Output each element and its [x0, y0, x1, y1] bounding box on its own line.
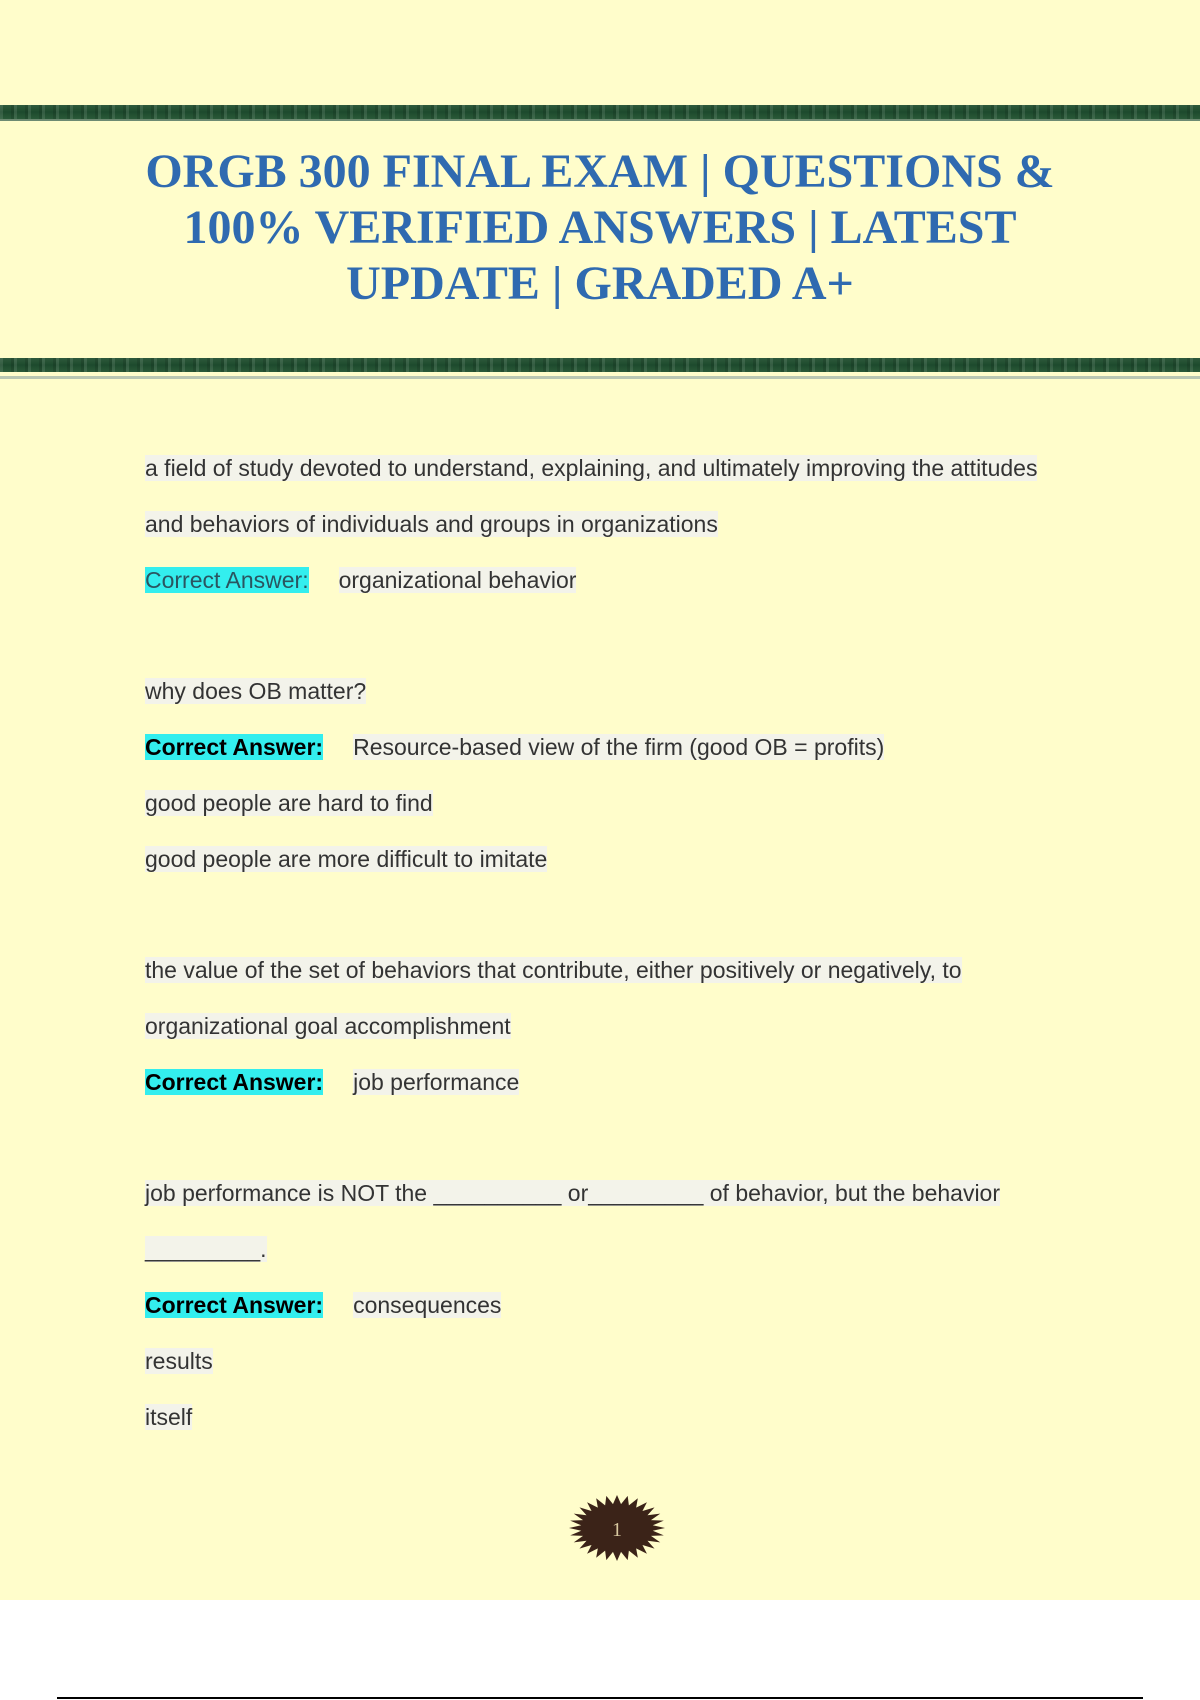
- answer-extra-line: results: [145, 1348, 213, 1374]
- answer-line: [145, 552, 1105, 608]
- question-line: and behaviors of individuals and groups in organizations: [145, 511, 718, 537]
- answer-text: job performance: [353, 1069, 520, 1095]
- header-top-band: [0, 105, 1200, 119]
- page-number-badge: [567, 1493, 667, 1563]
- footer-rule: [57, 1697, 1143, 1699]
- document-title: ORGB 300 FINAL EXAM | QUESTIONS & 100% VERIFIED ANSWERS | LATEST UPDATE | GRADED A+: [145, 145, 1055, 310]
- header-top-rule: [0, 119, 1200, 121]
- page-number: 1: [612, 1519, 622, 1541]
- qa-item: [145, 663, 1105, 887]
- answer-text: organizational behavior: [338, 567, 577, 593]
- answer-extra-line: itself: [145, 1404, 193, 1430]
- answer-line: [145, 719, 1105, 775]
- spacer: [145, 1110, 1105, 1165]
- question-line: a field of study devoted to understand, explaining, and ultimately improving the attitudes: [145, 455, 1038, 481]
- question-line: organizational goal accomplishment: [145, 1013, 511, 1039]
- answer-text: Resource-based view of the firm (good OB = profits): [353, 734, 885, 760]
- qa-item: [145, 942, 1105, 1110]
- correct-answer-label: Correct Answer:: [145, 1292, 324, 1318]
- qa-item: [145, 1165, 1105, 1445]
- correct-answer-label: Correct Answer:: [145, 734, 324, 760]
- spacer: [145, 608, 1105, 663]
- answer-extra-line: good people are more difficult to imitate: [145, 846, 548, 872]
- spacer: [145, 887, 1105, 942]
- correct-answer-label: Correct Answer:: [145, 1069, 324, 1095]
- qa-content: [145, 440, 1105, 1445]
- question-line: the value of the set of behaviors that contribute, either positively or negatively, to: [145, 957, 962, 983]
- question-line: job performance is NOT the __________ or_________ of behavior, but the behavior: [145, 1180, 1001, 1206]
- correct-answer-label: Correct Answer:: [145, 567, 309, 593]
- answer-extra-line: good people are hard to find: [145, 790, 433, 816]
- header-bottom-band: [0, 358, 1200, 372]
- answer-line: [145, 1054, 1105, 1110]
- header-bottom-rule: [0, 376, 1200, 379]
- answer-line: [145, 1277, 1105, 1333]
- question-line: why does OB matter?: [145, 678, 367, 704]
- answer-text: consequences: [353, 1292, 502, 1318]
- question-line: _________.: [145, 1236, 267, 1262]
- qa-item: [145, 440, 1105, 608]
